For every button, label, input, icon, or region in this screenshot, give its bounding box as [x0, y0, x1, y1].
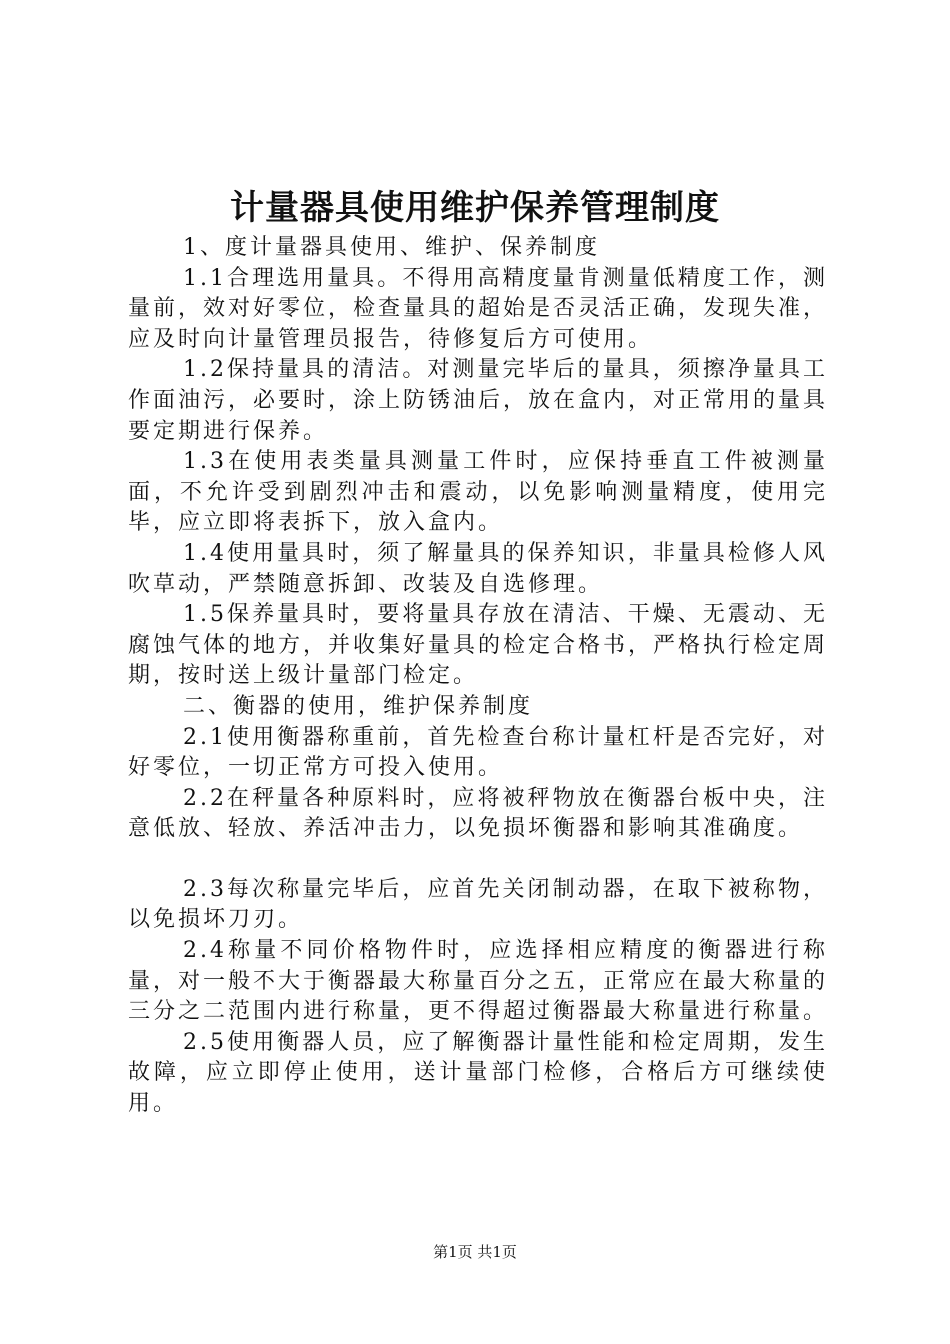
paragraph-1-3: 1.3在使用表类量具测量工件时，应保持垂直工件被测量面，不允许受到剧烈冲击和震动，以免影响测量精度，使用完毕，应立即将表拆下，放入盒内。	[128, 449, 828, 536]
paragraph-2-3: 2.3每次称量完毕后，应首先关闭制动器，在取下被称物，以免损坏刀刃。	[128, 876, 828, 933]
paragraph-1-5: 1.5保养量具时，要将量具存放在清洁、干燥、无震动、无腐蚀气体的地方，并收集好量具的检定合格书，严格执行检定周期，按时送上级计量部门检定。	[128, 602, 829, 689]
paragraph-1-1: 1.1合理选用量具。不得用高精度量肯测量低精度工作，测量前，效对好零位，检查量具的超始是否灵活正确，发现失准，应及时向计量管理员报告，待修复后方可使用。	[128, 265, 829, 352]
paragraph-1-2: 1.2保持量具的清洁。对测量完毕后的量具，须擦净量具工作面油污，必要时，涂上防锈油后，放在盒内，对正常用的量具要定期进行保养。	[128, 357, 829, 444]
document-title: 计量器具使用维护保养管理制度	[230, 188, 720, 228]
section-heading-1: 1、度计量器具使用、维护、保养制度	[183, 235, 600, 260]
page-footer: 第1页 共1页	[433, 1243, 517, 1261]
paragraph-2-5: 2.5使用衡器人员，应了解衡器计量性能和检定周期，发生故障，应立即停止使用，送计量部门检修，合格后方可继续使用。	[128, 1029, 828, 1117]
section-heading-2: 二、衡器的使用，维护保养制度	[183, 693, 534, 719]
document-body	[128, 233, 828, 1120]
paragraph-2-4: 2.4称量不同价格物件时，应选择相应精度的衡器进行称量，对一般不大于衡器最大称量百分之五，正常应在最大称量的三分之二范围内进行称量，更不得超过衡器最大称量进行称量。	[128, 938, 829, 1025]
paragraph-2-1: 2.1使用衡器称重前，首先检查台称计量杠杆是否完好，对好零位，一切正常方可投入使用。	[128, 724, 828, 781]
paragraph-2-2: 2.2在秤量各种原料时，应将被秤物放在衡器台板中央，注意低放、轻放、养活冲击力，以免损坏衡器和影响其准确度。	[128, 785, 828, 842]
paragraph-1-4: 1.4使用量具时，须了解量具的保养知识，非量具检修人风吹草动，严禁随意拆卸、改装及自选修理。	[128, 540, 828, 597]
